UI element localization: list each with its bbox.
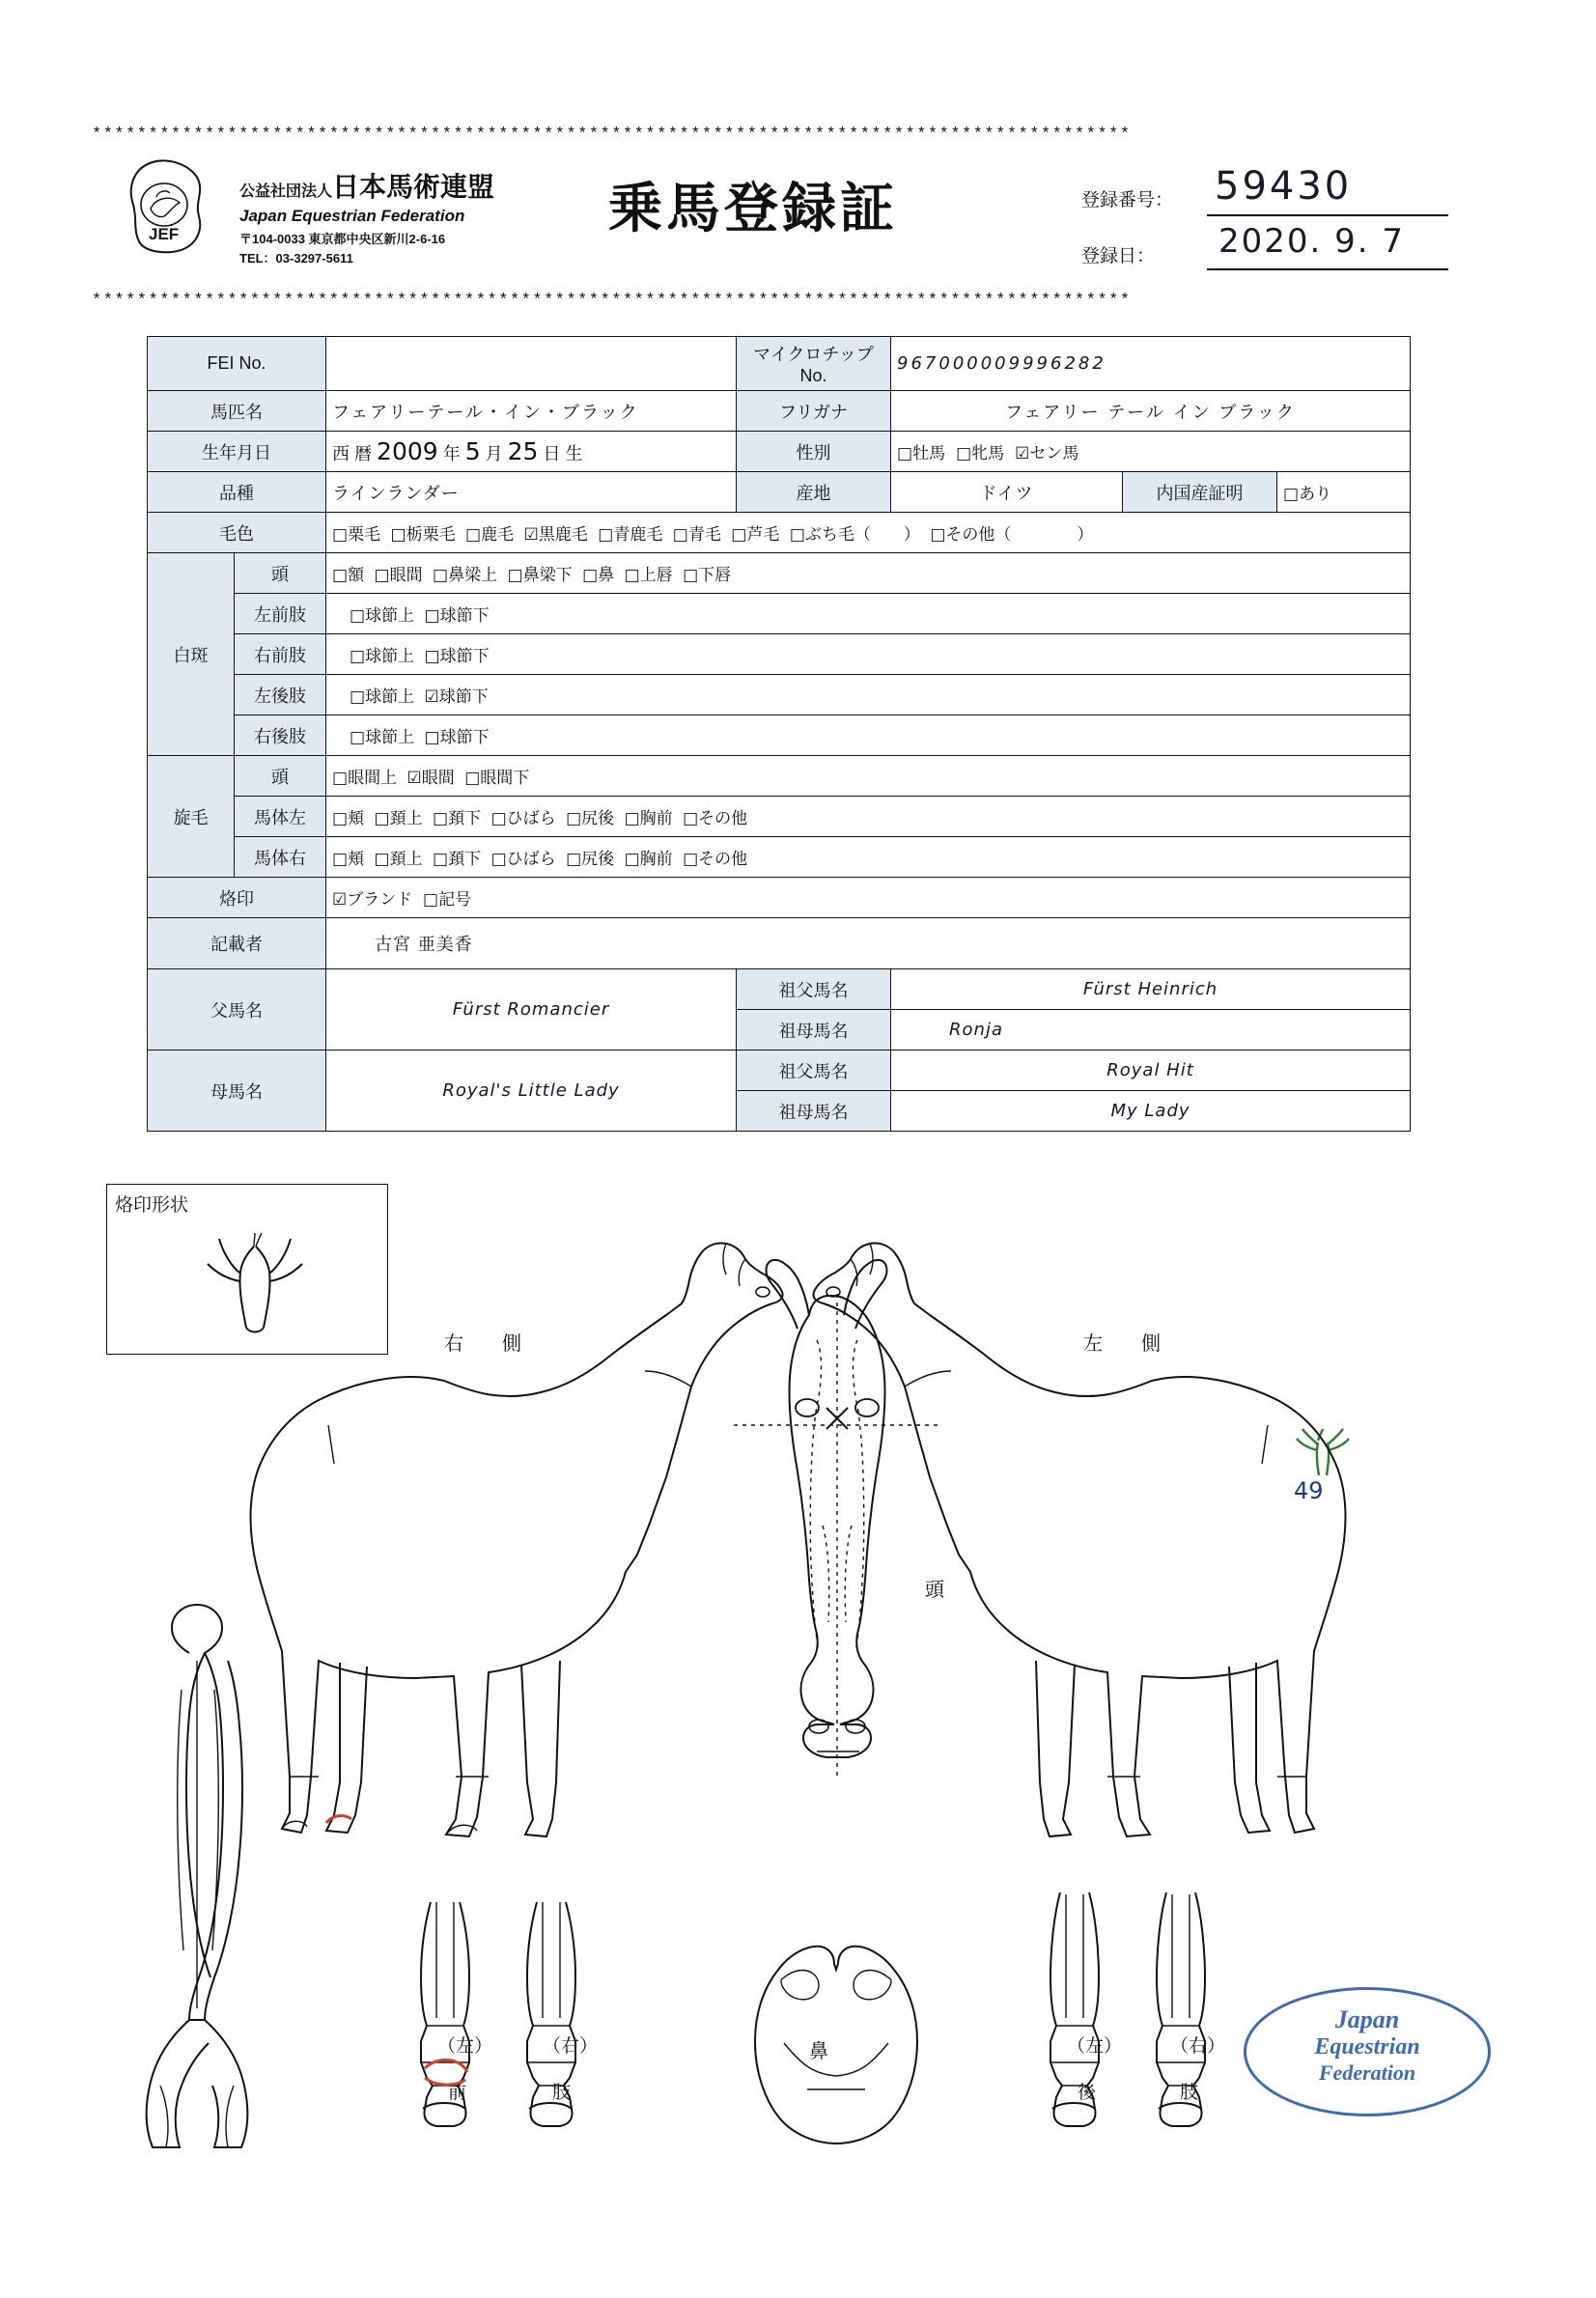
checkbox-coat-1[interactable]: □ bbox=[390, 525, 406, 545]
svg-text:JEF: JEF bbox=[149, 225, 180, 243]
checkbox-coat-7[interactable]: □ bbox=[789, 525, 805, 545]
white-head-option-6-label: 下唇 bbox=[698, 566, 732, 584]
horse-head-front-view bbox=[734, 1260, 940, 1777]
writer-value[interactable]: 古宮 亜美香 bbox=[326, 918, 1411, 969]
registration-date-underline bbox=[1207, 268, 1448, 270]
brandmark-option-brand[interactable] bbox=[332, 890, 412, 909]
federation-stamp bbox=[1244, 1987, 1491, 2116]
white-lh-option-1[interactable] bbox=[425, 687, 489, 706]
coat-option-5[interactable] bbox=[673, 525, 721, 544]
front-left-label: （左） bbox=[437, 2036, 493, 2057]
sire-grandsire-label: 祖父馬名 bbox=[737, 969, 891, 1010]
table-row-birth-sex bbox=[148, 432, 1411, 472]
front-right-label: （右） bbox=[543, 2036, 599, 2057]
white-rh-option-0-label: 球節上 bbox=[365, 728, 415, 746]
writer-label: 記載者 bbox=[148, 918, 326, 969]
birth-year: 2009 bbox=[377, 437, 438, 465]
dam-value[interactable]: Royal's Little Lady bbox=[326, 1051, 737, 1132]
checkbox-brandmark-brand[interactable]: ☑ bbox=[332, 890, 348, 910]
dam-granddam-label: 祖母馬名 bbox=[737, 1091, 891, 1132]
sire-granddam-label: 祖母馬名 bbox=[737, 1010, 891, 1051]
hind-left-label: （左） bbox=[1067, 2036, 1123, 2057]
org-telephone: TEL：03-3297-5611 bbox=[239, 251, 353, 266]
whorl-left-option-2-label: 頚下 bbox=[448, 809, 482, 827]
muzzle-view bbox=[755, 1947, 917, 2144]
domestic-cert-value[interactable] bbox=[1277, 472, 1411, 513]
white-lh-option-1-label: 球節下 bbox=[438, 687, 489, 706]
birth-value[interactable] bbox=[326, 432, 737, 472]
decorative-rule-bottom: ******************************************************************************************** bbox=[92, 292, 1132, 310]
whorl-right-options[interactable] bbox=[326, 837, 1411, 878]
checkbox-domestic-cert[interactable]: □ bbox=[1283, 485, 1300, 504]
table-row-writer bbox=[148, 918, 1411, 969]
hind-limbs-view bbox=[1050, 1892, 1205, 2126]
jef-logo bbox=[114, 154, 230, 261]
org-line2: Japan Equestrian Federation bbox=[239, 207, 465, 225]
whorl-left-option-4[interactable] bbox=[566, 809, 614, 827]
decorative-rule-top: ******************************************************************************************** bbox=[92, 126, 1132, 144]
white-head-option-1[interactable] bbox=[375, 566, 423, 584]
front-limb-label-a: 前 bbox=[448, 2083, 467, 2103]
coat-options[interactable] bbox=[326, 513, 1411, 553]
registration-number-value: 59430 bbox=[1215, 164, 1353, 209]
whorl-right-option-4[interactable] bbox=[566, 850, 614, 868]
table-row-whorl-head bbox=[148, 756, 1411, 797]
white-head-option-3[interactable] bbox=[508, 566, 573, 584]
coat-option-2[interactable] bbox=[465, 525, 514, 544]
checkbox-whorl-left-0[interactable]: □ bbox=[332, 809, 349, 828]
checkbox-coat-3[interactable]: ☑ bbox=[523, 525, 539, 545]
table-row-white-lh bbox=[148, 675, 1411, 715]
sex-option-female-label: 牝馬 bbox=[971, 444, 1005, 462]
checkbox-white-rf-1[interactable]: □ bbox=[424, 647, 440, 666]
birth-year-unit: 年 bbox=[442, 444, 461, 463]
sire-value[interactable]: Fürst Romancier bbox=[326, 969, 737, 1051]
birth-month: 5 bbox=[464, 437, 481, 465]
checkbox-white-lh-0[interactable]: □ bbox=[350, 687, 366, 707]
birth-day-unit: 日 bbox=[543, 444, 561, 463]
brandmark-option-symbol-label: 記号 bbox=[438, 890, 472, 909]
checkbox-whorl-right-4[interactable]: □ bbox=[566, 850, 582, 869]
white-rf-option-1-label: 球節下 bbox=[439, 647, 490, 665]
whorl-left-option-5[interactable] bbox=[625, 809, 673, 827]
white-head-option-2-label: 鼻梁上 bbox=[448, 566, 498, 584]
whorl-head-option-1[interactable] bbox=[407, 769, 455, 787]
sex-option-gelding[interactable] bbox=[1015, 444, 1078, 462]
coat-option-2-label: 鹿毛 bbox=[481, 525, 515, 544]
coat-option-4[interactable] bbox=[598, 525, 662, 544]
whorl-left-option-1-label: 頚上 bbox=[389, 809, 423, 827]
checkbox-white-head-4[interactable]: □ bbox=[582, 566, 599, 585]
table-row-brandmark bbox=[148, 878, 1411, 918]
whorl-label: 旋毛 bbox=[148, 756, 235, 878]
checkbox-whorl-left-2[interactable]: □ bbox=[433, 809, 449, 828]
checkbox-coat-8[interactable]: □ bbox=[930, 525, 946, 545]
brandmark-option-symbol[interactable] bbox=[423, 890, 471, 909]
whorl-left-option-0[interactable] bbox=[332, 809, 364, 827]
origin-value[interactable]: ドイツ bbox=[891, 472, 1123, 513]
whorl-part-head: 頭 bbox=[235, 756, 326, 797]
coat-option-1-label: 栃栗毛 bbox=[406, 525, 456, 544]
dam-grandsire-label: 祖父馬名 bbox=[737, 1051, 891, 1091]
dam-label: 母馬名 bbox=[148, 1051, 326, 1132]
whorl-right-option-4-label: 尻後 bbox=[581, 850, 615, 868]
whorl-right-option-0[interactable] bbox=[332, 850, 364, 868]
white-rh-option-1-label: 球節下 bbox=[439, 728, 490, 746]
registration-number-underline bbox=[1207, 214, 1448, 216]
breed-value[interactable]: ラインランダー bbox=[326, 472, 737, 513]
whorl-head-option-1-label: 眼間 bbox=[421, 769, 455, 787]
org-address: 〒104-0033 東京都中央区新川2-6-16 bbox=[239, 232, 446, 246]
front-limbs-view bbox=[421, 1902, 575, 2126]
horse-rear-view bbox=[147, 1605, 248, 2147]
hind-limb-label-b: 肢 bbox=[1180, 2083, 1199, 2103]
white-head-option-4-label: 鼻 bbox=[598, 566, 615, 584]
sex-label: 性別 bbox=[737, 432, 891, 472]
checkbox-whorl-head-0[interactable]: □ bbox=[332, 769, 349, 788]
whorl-right-option-6-label: その他 bbox=[698, 850, 748, 868]
whorl-right-option-5[interactable] bbox=[625, 850, 673, 868]
white-lf-option-1[interactable] bbox=[425, 606, 490, 625]
checkbox-whorl-right-6[interactable]: □ bbox=[683, 850, 699, 869]
sex-option-male[interactable] bbox=[897, 444, 945, 462]
coat-option-0[interactable] bbox=[332, 525, 380, 544]
whorl-left-option-0-label: 頬 bbox=[348, 809, 365, 827]
white-mark-rf-options[interactable] bbox=[326, 634, 1411, 675]
whorl-left-option-1[interactable] bbox=[375, 809, 423, 827]
whorl-right-option-5-label: 胸前 bbox=[639, 850, 673, 868]
white-mark-part-head: 頭 bbox=[235, 553, 326, 594]
white-mark-rh-options[interactable] bbox=[326, 715, 1411, 756]
dam-granddam-value[interactable]: My Lady bbox=[891, 1091, 1411, 1132]
white-head-option-0-label: 額 bbox=[348, 566, 365, 584]
checkbox-coat-0[interactable]: □ bbox=[332, 525, 349, 545]
whorl-right-option-3[interactable] bbox=[491, 850, 556, 868]
checkbox-white-head-0[interactable]: □ bbox=[332, 566, 349, 585]
checkbox-white-lf-0[interactable]: □ bbox=[350, 606, 366, 626]
table-row-horse-name bbox=[148, 391, 1411, 432]
horse-diagram bbox=[0, 1236, 1596, 2298]
checkbox-whorl-left-1[interactable]: □ bbox=[374, 809, 390, 828]
brand-shape-label: 烙印形状 bbox=[115, 1195, 189, 1216]
whorl-head-option-0[interactable] bbox=[332, 769, 397, 787]
sire-label: 父馬名 bbox=[148, 969, 326, 1051]
whorl-left-option-3[interactable] bbox=[491, 809, 556, 827]
whorl-left-option-6[interactable] bbox=[683, 809, 747, 827]
checkbox-white-head-6[interactable]: □ bbox=[683, 566, 699, 585]
table-row-breed bbox=[148, 472, 1411, 513]
checkbox-whorl-right-5[interactable]: □ bbox=[624, 850, 640, 869]
whorl-head-option-2[interactable] bbox=[464, 769, 529, 787]
white-head-option-4[interactable] bbox=[582, 566, 614, 584]
white-mark-part-left-hind: 左後肢 bbox=[235, 675, 326, 715]
white-lf-option-0-label: 球節上 bbox=[365, 606, 415, 625]
birth-suffix: 生 bbox=[565, 444, 583, 463]
registration-date-value: 2020. 9. 7 bbox=[1218, 222, 1406, 261]
head-label: 頭 bbox=[925, 1580, 944, 1601]
coat-option-4-label: 青鹿毛 bbox=[613, 525, 663, 544]
sex-option-male-label: 牡馬 bbox=[912, 444, 946, 462]
stamp-line-1: Japan bbox=[1334, 2005, 1400, 2033]
checkbox-coat-2[interactable]: □ bbox=[465, 525, 482, 545]
checkbox-whorl-left-5[interactable]: □ bbox=[624, 809, 640, 828]
whorl-left-option-5-label: 胸前 bbox=[639, 809, 673, 827]
white-lf-option-1-label: 球節下 bbox=[439, 606, 490, 625]
horse-details-table bbox=[147, 336, 1411, 1132]
origin-label: 産地 bbox=[737, 472, 891, 513]
birth-month-unit: 月 bbox=[485, 444, 503, 463]
whorl-head-option-2-label: 眼間下 bbox=[480, 769, 530, 787]
coat-option-3-label: 黒鹿毛 bbox=[538, 525, 588, 544]
domestic-cert-option[interactable] bbox=[1283, 485, 1331, 503]
checkbox-whorl-right-3[interactable]: □ bbox=[490, 850, 507, 869]
checkbox-white-head-3[interactable]: □ bbox=[507, 566, 523, 585]
domestic-cert-option-label: あり bbox=[1299, 485, 1332, 503]
white-head-option-5[interactable] bbox=[625, 566, 673, 584]
table-row-white-rf bbox=[148, 634, 1411, 675]
checkbox-sex-male[interactable]: □ bbox=[897, 444, 913, 463]
checkbox-whorl-head-2[interactable]: □ bbox=[464, 769, 481, 788]
white-lf-option-0[interactable] bbox=[350, 606, 414, 625]
checkbox-coat-6[interactable]: □ bbox=[731, 525, 747, 545]
white-mark-head-options[interactable] bbox=[326, 553, 1411, 594]
stamp-line-3: Federation bbox=[1318, 2060, 1416, 2085]
furigana-value[interactable]: フェアリー テール イン ブラック bbox=[891, 391, 1411, 432]
whorl-left-option-3-label: ひばら bbox=[506, 809, 556, 827]
white-head-option-6[interactable] bbox=[683, 566, 731, 584]
checkbox-white-head-1[interactable]: □ bbox=[374, 566, 390, 585]
whorl-right-option-6[interactable] bbox=[683, 850, 747, 868]
table-row-whorl-right bbox=[148, 837, 1411, 878]
organization-block bbox=[239, 166, 558, 266]
hind-limb-label-a: 後 bbox=[1078, 2083, 1097, 2103]
coat-option-1[interactable] bbox=[391, 525, 456, 544]
registration-date-label: 登録日： bbox=[1081, 246, 1156, 266]
white-mark-part-left-front: 左前肢 bbox=[235, 594, 326, 634]
checkbox-brandmark-symbol[interactable]: □ bbox=[423, 890, 439, 910]
white-head-option-2[interactable] bbox=[433, 566, 497, 584]
whorl-right-option-2-label: 頚下 bbox=[448, 850, 482, 868]
coat-label: 毛色 bbox=[148, 513, 326, 553]
document-title: 乗馬登録証 bbox=[608, 178, 898, 240]
white-rf-option-1[interactable] bbox=[425, 647, 490, 665]
whorl-left-option-6-label: その他 bbox=[698, 809, 748, 827]
microchip-value[interactable]: 967000009996282 bbox=[891, 337, 1411, 391]
stamp-line-2: Equestrian bbox=[1314, 2034, 1420, 2060]
whorl-left-option-4-label: 尻後 bbox=[581, 809, 615, 827]
whorl-left-options[interactable] bbox=[326, 797, 1411, 837]
right-side-label: 右 側 bbox=[444, 1333, 531, 1355]
whorl-part-body-right: 馬体右 bbox=[235, 837, 326, 878]
fei-no-value[interactable] bbox=[326, 337, 737, 391]
coat-option-7[interactable] bbox=[790, 525, 920, 544]
brandmark-option-brand-label: ブランド bbox=[347, 890, 413, 909]
white-rh-option-0[interactable] bbox=[350, 728, 414, 746]
brand-number: 49 bbox=[1294, 1477, 1324, 1504]
horse-left-side-view bbox=[813, 1243, 1345, 1836]
checkbox-white-rh-1[interactable]: □ bbox=[424, 728, 440, 747]
birth-prefix: 西 暦 bbox=[332, 444, 373, 463]
whorl-head-options[interactable] bbox=[326, 756, 1411, 797]
white-mark-label: 白斑 bbox=[148, 553, 235, 756]
checkbox-sex-female[interactable]: □ bbox=[956, 444, 972, 463]
whorl-right-option-1[interactable] bbox=[375, 850, 423, 868]
checkbox-sex-gelding[interactable]: ☑ bbox=[1015, 444, 1030, 463]
white-lh-option-0[interactable] bbox=[350, 687, 414, 706]
sire-granddam-value[interactable]: Ronja bbox=[891, 1010, 1411, 1051]
horse-name-value[interactable]: フェアリーテール・イン・ブラック bbox=[326, 391, 737, 432]
checkbox-whorl-left-3[interactable]: □ bbox=[490, 809, 507, 828]
checkbox-white-lh-1[interactable]: ☑ bbox=[424, 687, 439, 707]
coat-option-6-label: 芦毛 bbox=[746, 525, 780, 544]
checkbox-whorl-right-0[interactable]: □ bbox=[332, 850, 349, 869]
table-row-whorl-left bbox=[148, 797, 1411, 837]
table-row-white-rh bbox=[148, 715, 1411, 756]
hind-right-label: （右） bbox=[1170, 2036, 1226, 2057]
org-line1-big: 日本馬術連盟 bbox=[332, 172, 495, 202]
whorl-head-option-0-label: 眼間上 bbox=[348, 769, 398, 787]
coat-option-6[interactable] bbox=[731, 525, 779, 544]
table-row-white-lf bbox=[148, 594, 1411, 634]
whorl-right-option-0-label: 頬 bbox=[348, 850, 365, 868]
microchip-label: マイクロチップNo. bbox=[737, 337, 891, 391]
coat-option-3[interactable] bbox=[524, 525, 588, 544]
checkbox-whorl-head-1[interactable]: ☑ bbox=[406, 769, 422, 788]
coat-option-5-label: 青毛 bbox=[687, 525, 721, 544]
birth-label: 生年月日 bbox=[148, 432, 326, 472]
domestic-cert-label: 内国産証明 bbox=[1123, 472, 1277, 513]
sire-grandsire-value[interactable]: Fürst Heinrich bbox=[891, 969, 1411, 1010]
checkbox-white-lf-1[interactable]: □ bbox=[424, 606, 440, 626]
table-row-dam-grandsire bbox=[148, 1051, 1411, 1091]
checkbox-whorl-right-2[interactable]: □ bbox=[433, 850, 449, 869]
white-head-option-0[interactable] bbox=[332, 566, 364, 584]
table-row-white-head bbox=[148, 553, 1411, 594]
registration-number-label: 登録番号： bbox=[1081, 190, 1174, 210]
whorl-right-option-2[interactable] bbox=[433, 850, 481, 868]
birth-day: 25 bbox=[507, 437, 539, 465]
checkbox-white-head-5[interactable]: □ bbox=[624, 566, 640, 585]
checkbox-white-head-2[interactable]: □ bbox=[433, 566, 449, 585]
whorl-right-option-3-label: ひばら bbox=[506, 850, 556, 868]
sex-option-female[interactable] bbox=[956, 444, 1004, 462]
white-mark-part-right-hind: 右後肢 bbox=[235, 715, 326, 756]
nose-label: 鼻 bbox=[809, 2041, 828, 2062]
table-row-sire-grandsire bbox=[148, 969, 1411, 1010]
white-lh-option-0-label: 球節上 bbox=[365, 687, 415, 706]
checkbox-coat-4[interactable]: □ bbox=[598, 525, 614, 545]
whorl-right-option-1-label: 頚上 bbox=[389, 850, 423, 868]
whorl-left-option-2[interactable] bbox=[433, 809, 481, 827]
org-line1-small: 公益社団法人 bbox=[239, 183, 333, 200]
breed-label: 品種 bbox=[148, 472, 326, 513]
white-rh-option-1[interactable] bbox=[425, 728, 490, 746]
sex-options[interactable] bbox=[891, 432, 1411, 472]
coat-option-0-label: 栗毛 bbox=[348, 525, 381, 544]
white-mark-lh-options[interactable] bbox=[326, 675, 1411, 715]
white-rf-option-0[interactable] bbox=[350, 647, 414, 665]
furigana-label: フリガナ bbox=[737, 391, 891, 432]
checkbox-white-rh-0[interactable]: □ bbox=[350, 728, 366, 747]
brandmark-options[interactable] bbox=[326, 878, 1411, 918]
white-head-option-5-label: 上唇 bbox=[639, 566, 673, 584]
fei-no-label: FEI No. bbox=[148, 337, 326, 391]
front-limb-label-b: 肢 bbox=[552, 2083, 572, 2103]
left-side-label: 左 側 bbox=[1083, 1333, 1170, 1355]
coat-option-8[interactable] bbox=[930, 525, 1093, 544]
sex-option-gelding-label: セン馬 bbox=[1029, 444, 1079, 462]
white-head-option-3-label: 鼻梁下 bbox=[522, 566, 573, 584]
checkbox-whorl-left-6[interactable]: □ bbox=[683, 809, 699, 828]
checkbox-whorl-right-1[interactable]: □ bbox=[374, 850, 390, 869]
table-row-coat bbox=[148, 513, 1411, 553]
white-mark-lf-options[interactable] bbox=[326, 594, 1411, 634]
white-head-option-1-label: 眼間 bbox=[389, 566, 423, 584]
whorl-part-body-left: 馬体左 bbox=[235, 797, 326, 837]
dam-grandsire-value[interactable]: Royal Hit bbox=[891, 1051, 1411, 1091]
brandmark-label: 烙印 bbox=[148, 878, 326, 918]
table-row-fei bbox=[148, 337, 1411, 391]
coat-option-8-label: その他（ ） bbox=[945, 525, 1094, 544]
horse-right-side-view bbox=[251, 1243, 783, 1836]
horse-name-label: 馬匹名 bbox=[148, 391, 326, 432]
coat-option-7-label: ぶち毛（ ） bbox=[804, 525, 920, 544]
checkbox-white-rf-0[interactable]: □ bbox=[350, 647, 366, 666]
white-mark-part-right-front: 右前肢 bbox=[235, 634, 326, 675]
checkbox-coat-5[interactable]: □ bbox=[672, 525, 688, 545]
white-rf-option-0-label: 球節上 bbox=[365, 647, 415, 665]
checkbox-whorl-left-4[interactable]: □ bbox=[566, 809, 582, 828]
